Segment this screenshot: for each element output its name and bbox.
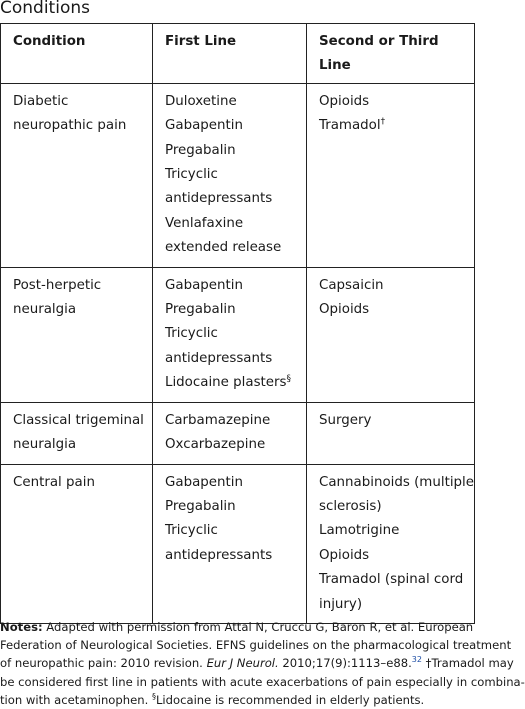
table-notes <box>0 618 525 709</box>
page-title: Conditions <box>0 0 90 18</box>
cell-text: Capsaicin <box>319 277 384 293</box>
cell-text: Cannabinoids (multiple <box>319 474 474 490</box>
journal-name: Eur J Neurol. <box>206 656 279 671</box>
cell-text: Lamotrigine <box>319 523 400 539</box>
cell-text: Central pain <box>13 474 95 490</box>
cell-text: Gabapentin <box>165 474 243 490</box>
cell-text: Duloxetine <box>165 93 237 109</box>
cell-text: Opioids <box>319 93 370 109</box>
notes-line: Notes: Adapted with permission from Attal N, Cruccu G, Baron R, et al. European <box>0 620 474 634</box>
second-line-cell <box>307 464 475 623</box>
treatment-table <box>0 23 475 624</box>
cell-text: Pregabalin <box>165 498 236 514</box>
cell-text: Carbamazepine <box>165 412 271 428</box>
table-row <box>1 464 475 623</box>
cell-text: Pregabalin <box>165 142 236 158</box>
condition-cell <box>1 464 153 623</box>
table-row <box>1 83 475 267</box>
cell-text: neuralgia <box>13 437 77 453</box>
notes-line: be considered first line in patients with acute exacerbations of pain especially in combina- <box>0 674 525 689</box>
condition-cell <box>1 267 153 402</box>
cell-text: antidepressants <box>165 350 273 366</box>
table-header-row <box>1 24 475 84</box>
notes-line: of neuropathic pain: 2010 revision. Eur J Neurol. 2010;17(9):1113–e88.32 †Tramadol may <box>0 655 514 671</box>
notes-line: tion with acetaminophen. §Lidocaine is recommended in elderly patients. <box>0 691 425 707</box>
condition-cell <box>1 83 153 267</box>
cell-text: Tricyclic <box>165 167 218 183</box>
cell-text: neuropathic pain <box>13 118 127 134</box>
condition-cell <box>1 402 153 464</box>
notes-label: Notes: <box>0 620 43 634</box>
reference-link[interactable]: 32 <box>411 655 422 665</box>
cell-text: Pregabalin <box>165 302 236 318</box>
first-line-cell <box>153 83 307 267</box>
header-condition: Condition <box>1 24 153 84</box>
first-line-cell <box>153 267 307 402</box>
cell-text: sclerosis) <box>319 498 382 514</box>
section-footnote-mark: § <box>151 691 156 701</box>
section-footnote-mark: § <box>286 374 292 385</box>
cell-text: Opioids <box>319 302 370 318</box>
table-row <box>1 402 475 464</box>
first-line-cell <box>153 402 307 464</box>
first-line-cell <box>153 464 307 623</box>
cell-text: Opioids <box>319 547 370 563</box>
cell-text: Post-herpetic <box>13 277 102 293</box>
header-first-line: First Line <box>153 24 307 84</box>
cell-text: antidepressants <box>165 191 273 207</box>
cell-text: Tricyclic <box>165 326 218 342</box>
cell-text: injury) <box>319 596 363 612</box>
cell-text: Surgery <box>319 412 372 428</box>
table-row <box>1 267 475 402</box>
cell-text: Tramadol (spinal cord <box>319 572 464 588</box>
second-line-cell <box>307 83 475 267</box>
cell-text: Gabapentin <box>165 118 243 134</box>
cell-text: Diabetic <box>13 93 69 109</box>
cell-text: Venlafaxine <box>165 215 244 231</box>
notes-line: Federation of Neurological Societies. EFNS guidelines on the pharmacological treatment <box>0 638 512 653</box>
cell-text: extended release <box>165 240 282 256</box>
cell-text: Tramadol† <box>319 117 386 134</box>
dagger-footnote-mark: † <box>380 117 386 128</box>
cell-text: neuralgia <box>13 302 77 318</box>
cell-text: Classical trigeminal <box>13 412 144 428</box>
cell-text: Gabapentin <box>165 277 243 293</box>
cell-text: antidepressants <box>165 547 273 563</box>
cell-text: Oxcarbazepine <box>165 437 266 453</box>
second-line-cell <box>307 402 475 464</box>
cell-text: Tricyclic <box>165 523 218 539</box>
cell-text: Lidocaine plasters§ <box>165 374 292 391</box>
second-line-cell <box>307 267 475 402</box>
header-second-third-line: Second or Third Line <box>307 24 475 84</box>
